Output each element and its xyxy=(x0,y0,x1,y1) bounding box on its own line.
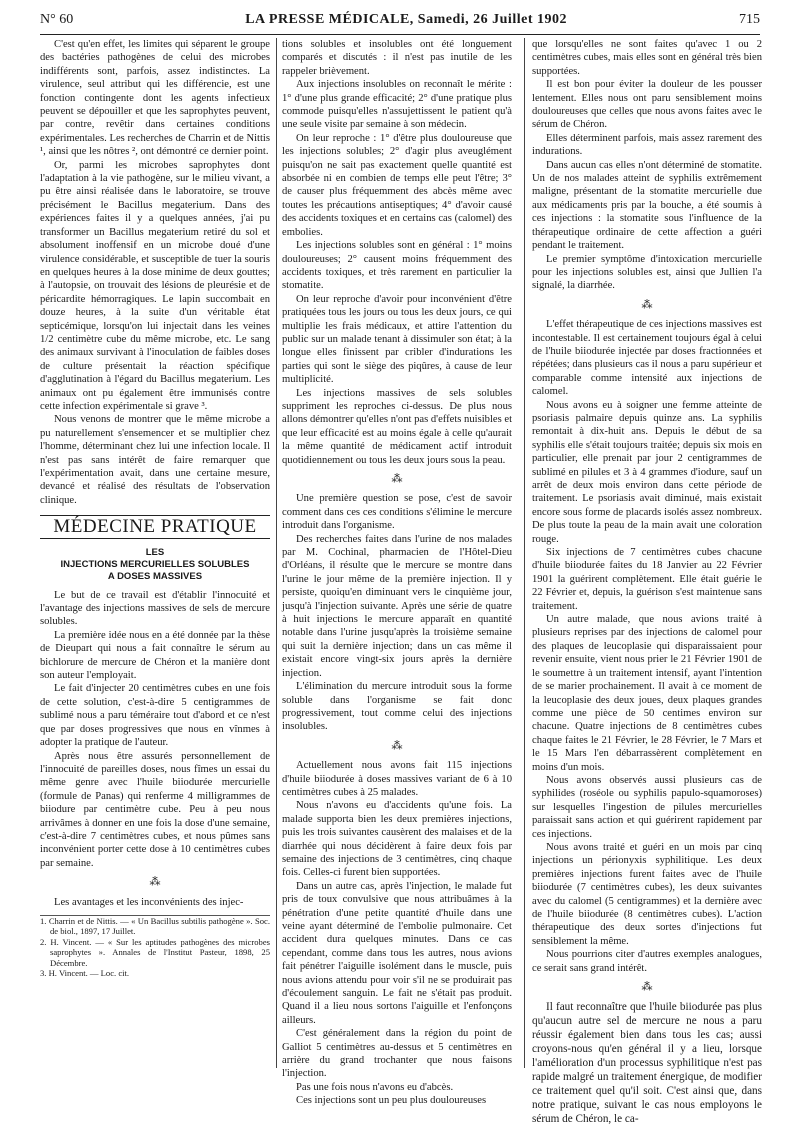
paragraph: Nous pourrions citer d'autres exemples analogues, ce serait sans grand intérêt. xyxy=(532,949,762,974)
separator-asterism: ⁂ xyxy=(391,473,403,485)
paragraph: Des recherches faites dans l'urine de nos malades par M. Cochinal, pharmacien de l'Hôtel-Dieu d'Orléans, il résulte que le mercure se montre dans l'urine le jour même de la première injection. Il y persiste, quoiqu'en diminuant vers le cinquième jour, jusqu'à l'injection suivante. Après une série de quatre à huit injections le mercure apparaît en quantité notable dans l'urine jusqu'après la troisième semaine qui suit la dernière injection; dans un cas même il existait encore vingt-six jours après la dernière injection. xyxy=(282,533,512,679)
paragraph: Les injections massives de sels solubles suppriment les reproches ci-dessus. De plus nous allons démontrer qu'elles n'ont pas d'effets nuisibles et que leur efficacité est au moins égale à celle qu'aurait la même quantité de médicament actif introduit quotidiennement ou tous les deux jours sous la peau. xyxy=(282,387,513,466)
paragraph: Le fait d'injecter 20 centimètres cubes en une fois de cette solution, c'est-à-dire 5 centigrammes de sublimé nous a paru téméraire tout d'abord et ce n'est que par doses progressives que nous en vînmes à adopter la pratique de l'auteur. xyxy=(40,683,270,749)
journal-title: LA PRESSE MÉDICALE, Samedi, 26 Juillet 1902 xyxy=(245,12,567,27)
paragraph: Dans aucun cas elles n'ont déterminé de stomatite. Un de nos malades atteint de syphilis extrêmement maligne, présentant de la stomatite mercurielle due aux médicaments pris par la bouche, a été soumis à ces injections : la stomatite sous l'influence de la thérapeutique ordinaire de cette affection a guéri pendant le traitement. xyxy=(532,159,762,252)
column-1 xyxy=(40,38,270,978)
footnotes xyxy=(40,915,270,978)
paragraph: que lorsqu'elles ne sont faites qu'avec 1 ou 2 centimètres cubes, mais elles sont en général très bien supportées. xyxy=(532,39,762,77)
paragraph: Six injections de 7 centimètres cubes chacune d'huile biiodurée faites du 18 Janvier au 22 Février 1901 la guérirent complètement. Elle était guérie le 22 Février et, depuis, la guérison s'est maintenue sans traitement. xyxy=(532,547,762,612)
section-title: MÉDECINE PRATIQUE xyxy=(40,515,270,538)
separator-asterism: ⁂ xyxy=(391,739,403,752)
paragraph: Nous n'avons eu d'accidents qu'une fois. La malade supporta bien les deux premières injections, puis les trois suivantes causèrent des malaises et de la diarrhée qui nous décidèrent à faire deux fois par semaine des injections de 3 centimètres, cinq chaque fois. Celles-ci furent bien supportées. xyxy=(282,800,512,879)
paragraph: Une première question se pose, c'est de savoir comment dans ces ces conditions s'élimine le mercure introduit dans l'organisme. xyxy=(282,493,512,532)
paragraph: Il faut reconnaître que l'huile biiodurée pas plus qu'aucun autre sel de mercure ne nous a paru réussir également bien dans tous les cas; aussi croyons-nous qu'en général il y a lieu, lorsque l'amélioration d'un processus syphilitique n'est pas rapide malgré un traitement énergique, de modifier ce traitement quel qu'il soit. C'est ainsi que, dans notre pratique, suivant le cas nous employons le sérum de Chéron, le ca- xyxy=(532,1001,762,1126)
paragraph: Un autre malade, que nous avions traité à plusieurs reprises par des injections de calomel pour des plaques de leucoplasie qui disparaissaient pour revenir ensuite, vient nous prier le 21 Février 1901 de le soumettre à un traitement intensif, ayant l'intention de se marier prochainement. Il avait à ce moment de la leucoplasie des deux joues, deux plaques grandes comme une pièce de 50 centimes environ sur chacune. Quatre injections de 8 centimètres cubes chaque faites le 21 Février, le 28 Février, le 7 Mars et le 15 Mars l'en débarrassèrent complètement en moins d'un mois. xyxy=(532,614,762,773)
paragraph: Nous venons de montrer que le même microbe a pu naturellement s'ensemencer et se multiplier chez l'homme, déterminant chez lui une infection locale. Il n'est pas sans intérêt de faire remarquer que l'expérimentation avait, dans une certaine mesure, devancé et réalisé des résultats de l'observation clinique. xyxy=(40,414,270,506)
paragraph: Le but de ce travail est d'établir l'innocuité et l'avantage des injections massives de sels de mercure solubles. xyxy=(40,589,270,628)
separator-asterism: ⁂ xyxy=(641,981,653,994)
paragraph: Nous avons traité et guéri en un mois par cinq injections un périonyxis syphilitique. Les deux premières injections furent faites avec de l'huile biiodurée (7 centimètres cubes), les deux suivantes avec du calomel (5 centigrammes) et la dernière avec de l'huile biiodurée (8 centimètres cubes). L'action thérapeutique des deux sortes d'injections fut sensiblement la même. xyxy=(532,841,762,947)
paragraph: Nous avons observés aussi plusieurs cas de syphilides (roséole ou syphilis papulo-squamoroses) sur lesquelles l'ingestion de pilules mercurielles paraissait sans action et qui guérirent rapidement par ces injections. xyxy=(532,774,762,840)
paragraph: tions solubles et insolubles ont été longuement comparés et discutés : il n'est pas inutile de les rappeler brièvement. xyxy=(282,39,512,77)
paragraph: Il est bon pour éviter la douleur de les pousser lentement. Elles nous ont paru sensiblement moins douloureuses que celles que nous avons faites avec le sérum de Chéron. xyxy=(532,79,762,131)
paragraph: Elles déterminent parfois, mais assez rarement des indurations. xyxy=(532,132,762,158)
column-rule-1 xyxy=(276,38,277,1068)
paragraph: On leur reproche d'avoir pour inconvénient d'être pratiquées tous les jours ou tous les deux jours, ce qui multiplie les frais médicaux, et attire l'attention du public sur un malade tenant à dissimuler son état; à la longue elles finissent par cribler d'indurations les parties qui sont le siège des piqûres, à cause de leur multiplicité. xyxy=(282,293,512,386)
paragraph: Actuellement nous avons fait 115 injections d'huile biiodurée à doses massives variant de 6 à 10 centimètres cubes à 25 malades. xyxy=(282,760,512,798)
issue-number: N° 60 xyxy=(40,12,74,27)
paragraph: Aux injections insolubles on reconnaît le mérite : 1° d'une plus grande efficacité; 2° d'une pratique plus commode puisqu'elles n'assujettissent le patient qu'à une seule visite par semaine à son médecin. xyxy=(282,79,512,131)
column-2 xyxy=(282,38,512,1108)
paragraph: Pas une fois nous n'avons eu d'abcès. xyxy=(296,1081,454,1093)
paragraph: On leur reproche : 1° d'être plus douloureuse que les injections solubles; 2° d'agir plus aveuglément puisqu'on ne sait pas exactement quelle quantité est absorbée ni en combien de temps elle peut l'être; 3° de causer plus fréquemment des abcès même avec toutes les précautions antiseptiques; 4° d'avoir causé des accidents toxiques et en certains cas (calomel) des embolies. xyxy=(282,132,512,238)
paragraph: Or, parmi les microbes saprophytes dont l'adaptation à la vie pathogène, sur le milieu vivant, a pu être ainsi réalisée dans le laboratoire, se trouve précisément le Bacillus megaterium. Dans des expériences faites il y a quelques années, j'ai pu transformer un Bacillus megaterium retiré du sol et absolument inoffensif en un microbe doué d'une virulence considérable, et susceptible de tuer la souris en quelques heures à la dose minime de deux gouttes; à l'autopsie, on trouvait des lésions de pleurésie et de péricardite hémorragiques. Le lapin succombait en douze heures, à la suite d'un véritable état septicémique, lorsqu'on lui injectait dans les veines 1/2 centimètre cube du même microbe, etc. Le sang des animaux survivant à l'inoculation de faibles doses de culture présentait la réaction spécifique d'agglutination à l'égard du Bacillus megaterium. Les animaux ont pu également être immunisés contre cette infection expérimentale si grave ³. xyxy=(40,159,270,412)
paragraph: L'effet thérapeutique de ces injections massives est incontestable. Il est certainement toujours égal à celui de l'huile biiodurée injectée par doses fractionnées et répétées; dans plusieurs cas il nous a paru supérieur et comparable comme intensité aux injections de calomel. xyxy=(532,319,762,398)
separator-asterism: ⁂ xyxy=(149,876,161,889)
article-title: LES INJECTIONS MERCURIELLES SOLUBLES A DOSES MASSIVES xyxy=(60,546,250,582)
paragraph: Après nous être assurés personnellement de l'innocuité de pareilles doses, nous fîmes un essai du même genre avec l'huile biiodurée mercurielle (formule de Panas) qui renferme 4 milligrammes de biiodure par centimètre cube. Peu à peu nous arrivâmes à donner en une fois la dose d'une semaine, c'est-à-dire 7 centimètres cubes, et nous pûmes sans inconvénient porter cette dose à 10 centimètres cubes par semaine. xyxy=(40,750,270,869)
page-header xyxy=(40,10,760,35)
paragraph: Le premier symptôme d'intoxication mercurielle pour les injections solubles est, ainsi que Jullien l'a signalé, la diarrhée. xyxy=(532,253,762,292)
paragraph: La première idée nous en a été donnée par la thèse de Dieupart qui nous a fait connaître le sérum au bichlorure de mercure de Chéron et la manière dont son auteur l'employait. xyxy=(40,629,270,682)
paragraph: Les avantages et les inconvénients des injec- xyxy=(54,896,244,908)
paragraph: Les injections solubles sont en général : 1° moins douloureuses; 2° causent moins fréquemment des accidents toxiques, et très rarement en particulier la stomatite. xyxy=(282,240,512,292)
column-rule-2 xyxy=(524,38,525,1068)
footnote: 1. Charrin et de Nittis. — « Un Bacillus subtilis pathogène ». Soc. de biol., 1897, 17 Juillet. xyxy=(40,915,270,937)
paragraph: Nous avons eu à soigner une femme atteinte de psoriasis palmaire depuis quinze ans. La syphilis remontait à dix-huit ans. Depuis le début de sa syphilis elle s'était toujours traitée; depuis six mois en particulier, elle prenait par jour 2 centigrammes de sublimé en pilules et 3 à 4 grammes d'iodure, sauf un arrêt de deux mois environ dans cette période de traitement. Le psoriasis avait diminué, mais existait encore sous forme de placards isolés assez nombreux. De plus toute la peau de la main avait une coloration rouge. xyxy=(532,399,762,545)
paragraph: C'est généralement dans la région du point de Galliot 5 centimètres au-dessus et 5 centimètres en arrière du grand trochanter que nous faisons l'injection. xyxy=(282,1028,512,1080)
footnote: 2. H. Vincent. — « Sur les aptitudes pathogènes des microbes saprophytes ». Annales de l'Institut Pasteur, 1898, 25 Décembre. xyxy=(40,936,270,968)
paragraph: L'élimination du mercure introduit sous la forme soluble dans l'organisme se fait donc progressivement, tout comme celui des injections insolubles. xyxy=(282,681,512,733)
paragraph: Ces injections sont un peu plus douloureuses xyxy=(296,1095,487,1107)
page-number: 715 xyxy=(738,12,760,27)
paragraph: Dans un autre cas, après l'injection, le malade fut pris de toux convulsive que nous attribuâmes à la pénétration d'une petite quantité d'huile dans une veine ayant déterminé de l'embolie pulmonaire. Cet accident dura quelques minutes. Dans ce cas cependant, comme dans tous les autres, nous avions fait pénétrer l'aiguille isolément dans le muscle, puis nous avions attendu pour voir s'il ne se produirait pas d'écoulement sanguin. Le fait ne s'était pas produit. Quand il a lieu nous sortons l'aiguille et l'enfonçons ailleurs. xyxy=(282,880,512,1026)
paragraph: C'est qu'en effet, les limites qui séparent le groupe des bactéries pathogènes de celui des microbes indifférents sont, parfois, assez indistinctes. La virulence, seul attribut qui les différencie, est une fonction contingente dont les agents infectieux peuvent se dépouiller et que les saprophytes peuvent, par contre, revêtir dans certaines conditions expérimentales. Les recherches de Charrin et de Nittis ¹, ainsi que les nôtres ², ont démontré ce dernier point. xyxy=(40,39,270,158)
separator-asterism: ⁂ xyxy=(641,298,653,311)
footnote: 3. H. Vincent. — Loc. cit. xyxy=(40,968,130,978)
column-3 xyxy=(532,38,762,1126)
